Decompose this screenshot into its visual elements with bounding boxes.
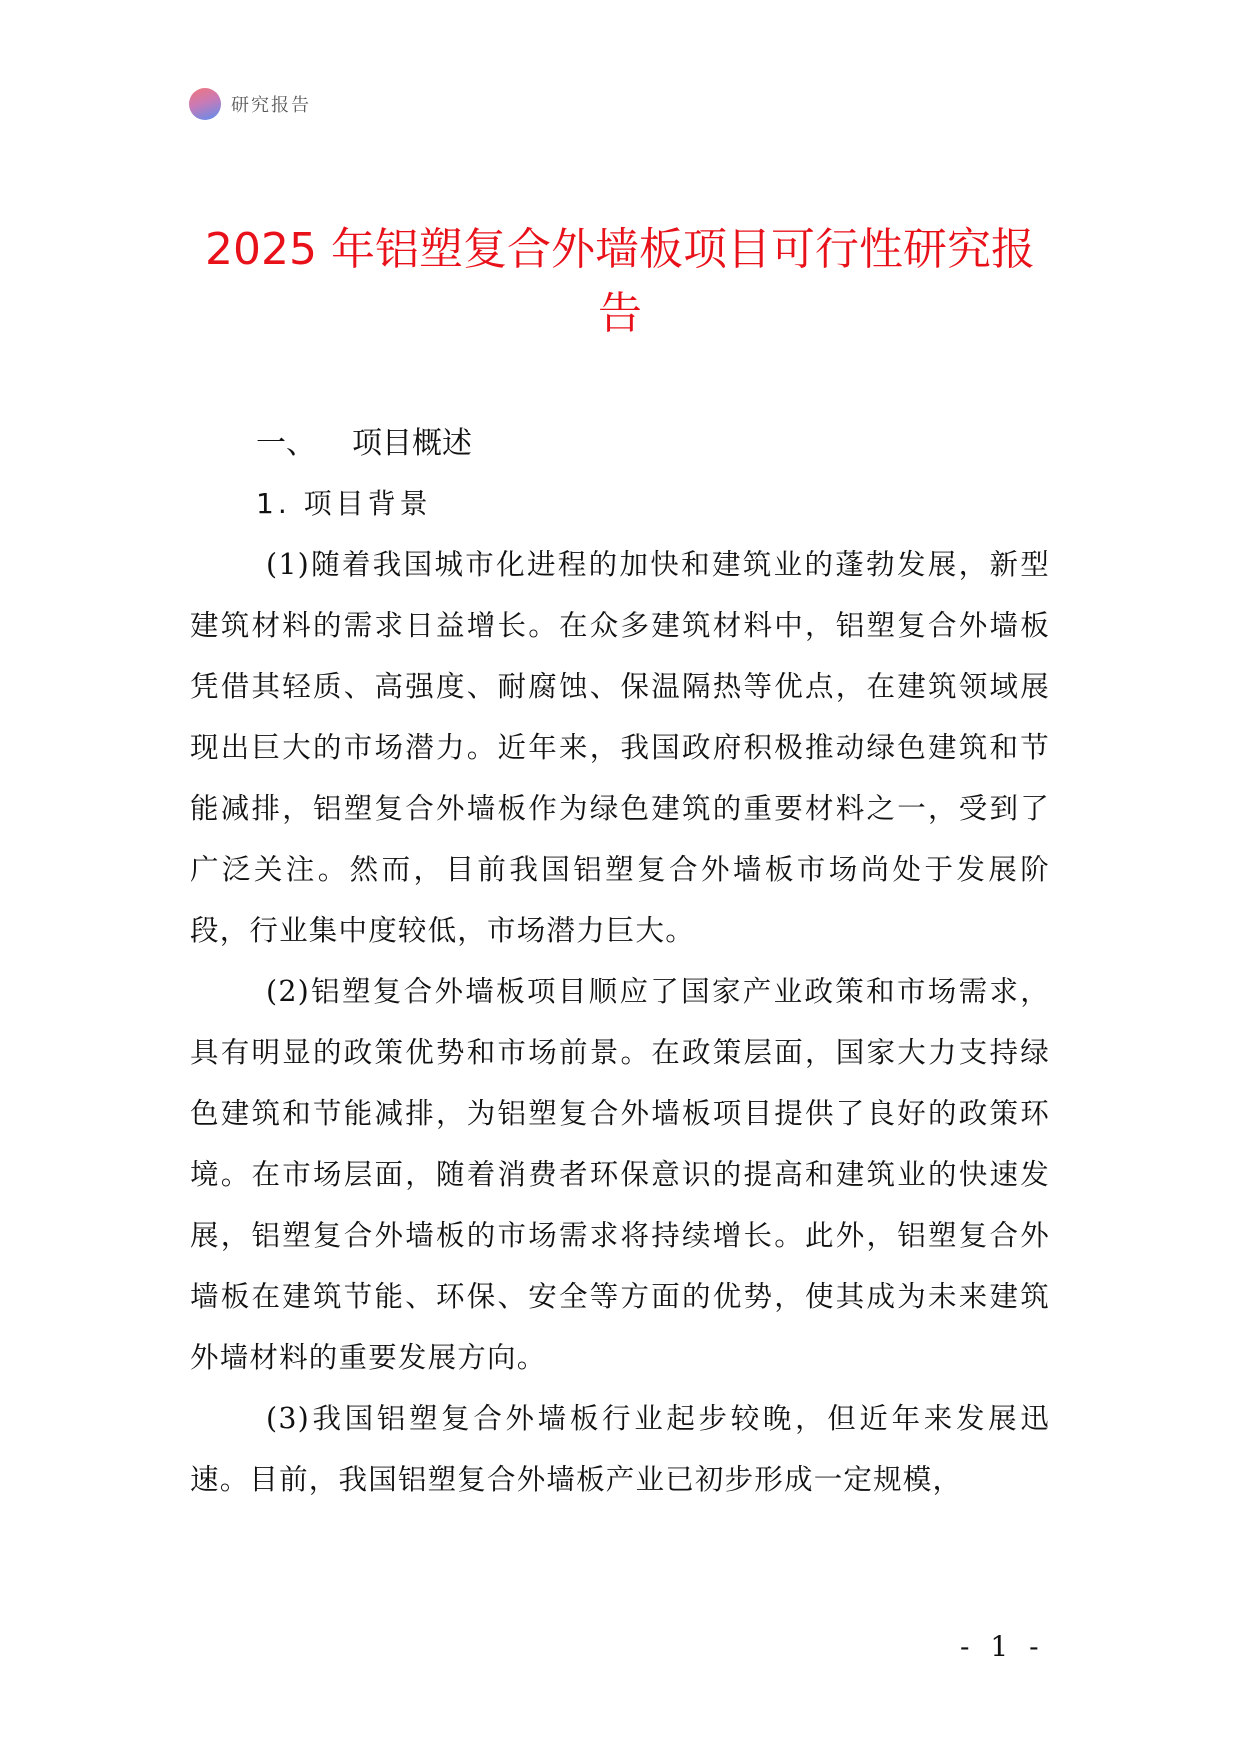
report-logo-icon (189, 88, 221, 120)
paragraph-3: (3)我国铝塑复合外墙板行业起步较晚，但近年来发展迅速。目前，我国铝塑复合外墙板产业已初步形成一定规模， (190, 1402, 1050, 1496)
document-title: 2025 年铝塑复合外墙板项目可行性研究报告 (205, 224, 1035, 339)
paragraph-2: (2)铝塑复合外墙板项目顺应了国家产业政策和市场需求，具有明显的政策优势和市场前景。在政策层面，国家大力支持绿色建筑和节能减排，为铝塑复合外墙板项目提供了良好的政策环境。在市场层面，随着消费者环保意识的提高和建筑业的快速发展，铝塑复合外墙板的市场需求将持续增长。此外，铝塑复合外墙板在建筑节能、环保、安全等方面的优势，使其成为未来建筑外墙材料的重要发展方向。 (190, 975, 1050, 1374)
section-number: 一、 (256, 426, 316, 461)
header-label: 研究报告 (231, 95, 311, 116)
report-header (189, 88, 311, 120)
section-heading (256, 418, 472, 462)
paragraph-1: (1)随着我国城市化进程的加快和建筑业的蓬勃发展，新型建筑材料的需求日益增长。在众多建筑材料中，铝塑复合外墙板凭借其轻质、高强度、耐腐蚀、保温隔热等优点，在建筑领域展现出巨大的市场潜力。近年来，我国政府积极推动绿色建筑和节能减排，铝塑复合外墙板作为绿色建筑的重要材料之一，受到了广泛关注。然而，目前我国铝塑复合外墙板市场尚处于发展阶段，行业集中度较低，市场潜力巨大。 (190, 548, 1050, 947)
section-title: 项目概述 (352, 426, 472, 461)
page-number: - 1 - (960, 1630, 1045, 1663)
body-text (190, 534, 1050, 1510)
subsection-heading: 1. 项目背景 (256, 487, 432, 520)
